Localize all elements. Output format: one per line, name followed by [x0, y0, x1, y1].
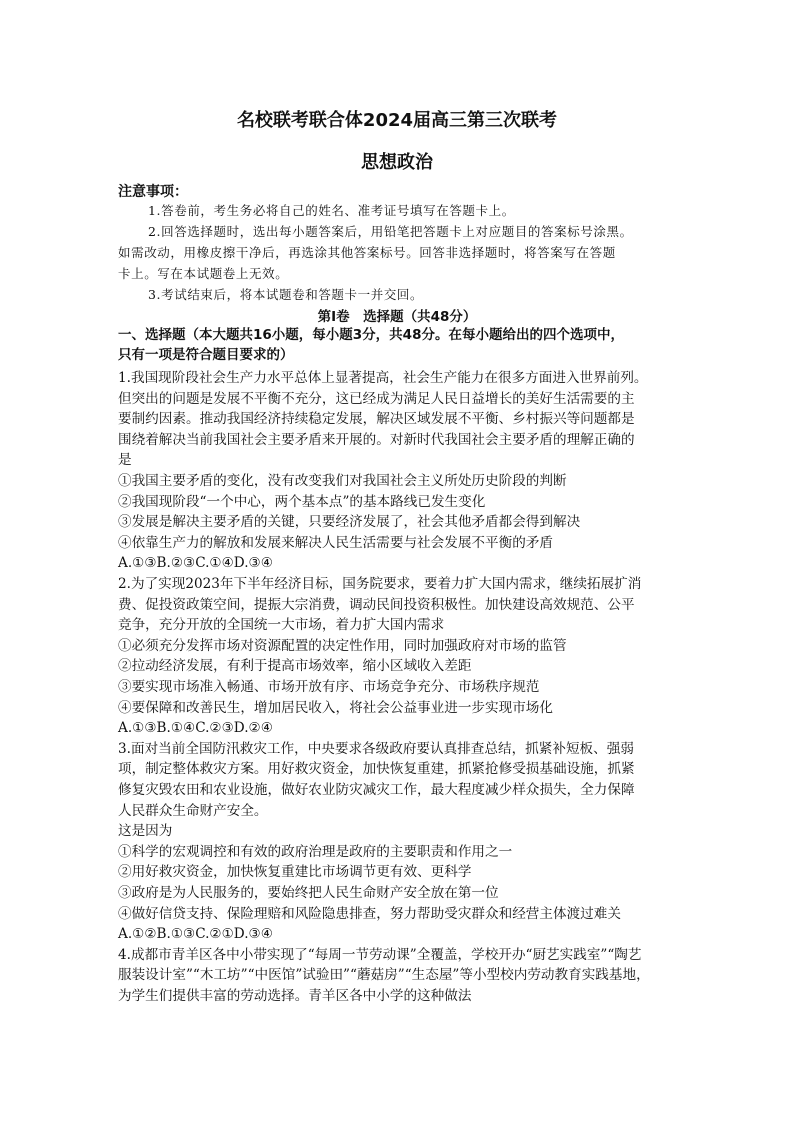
- text-line: 服装设计室”“木工坊”“中医馆”试验田”“蘑菇房”“生态屋”等小型校内劳动教育实践基地，: [118, 967, 650, 984]
- text-line: ④依靠生产力的解放和发展来解决人民生活需要与社会发展不平衡的矛盾: [118, 534, 553, 551]
- text-line: 围绕着解决当前我国社会主要矛盾来开展的。对新时代我国社会主要矛盾的理解正确的: [118, 431, 635, 448]
- text-line: 这是因为: [118, 823, 173, 840]
- text-line: A.①②B.①③C.②①D.③④: [118, 926, 273, 943]
- text-line: ④要保障和改善民生，增加居民收入，将社会公益事业进一步实现市场化: [118, 699, 553, 716]
- subject-title: 思想政治: [361, 152, 433, 173]
- text-line: 1.我国现阶段社会生产力水平总体上显著提高，社会生产能力在很多方面进入世界前列。: [118, 370, 648, 386]
- text-line: 3.面对当前全国防汛救灾工作，中央要求各级政府要认真排查总结，抓紧补短板、强弱: [118, 740, 634, 757]
- text-line: 4.成都市青羊区各中小带实现了“每周一节劳动课”全覆盖，学校开办“厨艺实践室”“陶艺: [118, 946, 642, 963]
- text-line: ②我国现阶段“一个中心，两个基本点”的基本路线已发生变化: [118, 493, 486, 510]
- text-line: ②拉动经济发展，有利于提高市场效率，缩小区域收入差距: [118, 658, 472, 675]
- text-line: 要制约因素。推动我国经济持续稳定发展，解决区域发展不平衡、乡村振兴等问题都是: [118, 411, 635, 428]
- text-line: 人民群众生命财产安全。: [118, 802, 268, 819]
- notice-line: 卡上。写在本试题卷上无效。: [118, 266, 289, 281]
- text-line: 但突出的问题是发展不平衡不充分，这已经成为满足人民日益增长的美好生活需要的主: [118, 390, 635, 407]
- section-title: 第Ⅰ卷 选择题（共48分）: [317, 309, 477, 325]
- text-line: ②用好救灾资金，加快恢复重建比市场调节更有效、更科学: [118, 864, 472, 881]
- section-instructions: 只有一项是符合题目要求的）: [118, 347, 294, 363]
- notice-line: 3.考试结束后，将本试题卷和答题卡一并交回。: [148, 287, 424, 302]
- text-line: A.①③B.②③C.①④D.③④: [118, 555, 273, 572]
- text-line: ③政府是为人民服务的，要始终把人民生命财产安全放在第一位: [118, 885, 499, 901]
- text-line: 费、促投资政策空间，提振大宗消费，调动民间投资积极性。加快建设高效规范、公平: [118, 596, 635, 613]
- text-line: ①我国主要矛盾的变化，没有改变我们对我国社会主义所处历史阶段的判断: [118, 473, 567, 489]
- notice-line: 1.答卷前，考生务必将自己的姓名、准考证号填写在答题卡上。: [148, 203, 515, 218]
- text-line: 项，制定整体救灾方案。用好救灾资金，加快恢复重建，抓紧抢修受损基础设施，抓紧: [118, 761, 635, 778]
- exam-title: 名校联考联合体2024届高三第三次联考: [236, 110, 558, 131]
- notice-line: 2.回答选择题时，选出每小题答案后，用铅笔把答题卡上对应题目的答案标号涂黑。: [148, 224, 633, 239]
- text-line: 2.为了实现2023年下半年经济目标，国务院要求，要着力扩大国内需求，继续拓展扩消: [118, 576, 642, 592]
- section-instructions: 一、选择题（本大题共16小题，每小题3分，共48分。在每小题给出的四个选项中，: [118, 327, 624, 343]
- text-line: 竞争，充分开放的全国统一大市场，着力扩大国内需求: [118, 617, 445, 634]
- text-line: ①科学的宏观调控和有效的政府治理是政府的主要职责和作用之一: [118, 843, 513, 860]
- text-line: ①必须充分发挥市场对资源配置的决定性作用，同时加强政府对市场的监管: [118, 637, 567, 654]
- text-line: 是: [118, 452, 132, 469]
- text-line: ③发展是解决主要矛盾的关键，只要经济发展了，社会其他矛盾都会得到解决: [118, 514, 581, 531]
- text-line: 为学生们提供丰富的劳动选择。青羊区各中小学的这种做法: [118, 988, 472, 1004]
- notice-line: 如需改动，用橡皮擦干净后，再选涂其他答案标号。回答非选择题时，将答案写在答题: [118, 245, 616, 260]
- text-line: ③要实现市场准入畅通、市场开放有序、市场竞争充分、市场秩序规范: [118, 679, 540, 695]
- text-line: ④做好信贷支持、保险理赔和风险隐患排查，努力帮助受灾群众和经营主体渡过难关: [118, 905, 621, 922]
- notice-heading: 注意事项：: [118, 184, 188, 200]
- text-line: 修复灾毁农田和农业设施，做好农业防灾减灾工作，最大程度减少样众损失，全力保障: [118, 782, 635, 798]
- text-line: A.①③B.①④C.②③D.②④: [118, 720, 273, 737]
